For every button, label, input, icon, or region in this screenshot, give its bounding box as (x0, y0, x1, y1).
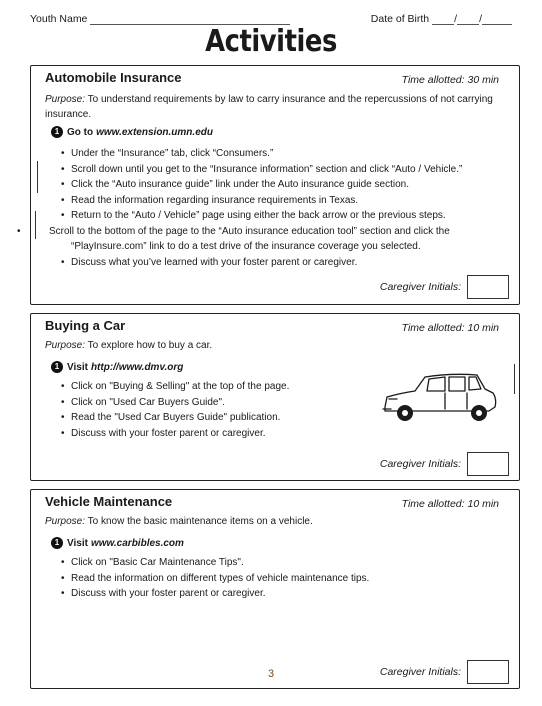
initials-label: Caregiver Initials: (379, 458, 461, 470)
page-title: Activities (205, 24, 337, 59)
step-number-icon: 1 (51, 126, 63, 138)
list-item: • Click on "Used Car Buyers Guide". (61, 395, 361, 411)
purpose (45, 514, 505, 529)
margin-bracket (514, 364, 515, 394)
list-item: • Read the information regarding insurance requirements in Texas. (61, 193, 511, 209)
initials-box[interactable] (467, 275, 509, 299)
purpose-text: To understand requirements by law to carry insurance and the repercussions of not carrying insurance. (45, 94, 493, 120)
list-item: • Under the “Insurance” tab, click “Consumers.” (61, 146, 511, 162)
initials-label: Caregiver Initials: (379, 666, 461, 678)
time-allotted: Time allotted: 10 min (401, 498, 499, 510)
dob-separator: / (479, 13, 482, 25)
caregiver-initials (380, 275, 509, 299)
step-number-icon: 1 (51, 361, 63, 373)
page-number: 3 (267, 668, 275, 680)
url-link[interactable]: www.carbibles.com (90, 537, 184, 549)
list-item: • Click on "Basic Car Maintenance Tips". (61, 555, 481, 571)
list-item: • Discuss with your foster parent or caregiver. (61, 426, 361, 442)
initials-label: Caregiver Initials: (379, 281, 461, 293)
section-title: Buying a Car (45, 318, 126, 333)
section-title: Automobile Insurance (45, 70, 182, 85)
goto-instruction (51, 537, 184, 549)
car-illustration-icon (381, 369, 501, 431)
purpose-text: To know the basic maintenance items on a vehicle. (87, 516, 313, 527)
section-buying-a-car (30, 313, 520, 481)
goto-label: Visit (67, 361, 88, 373)
steps-list (61, 379, 361, 441)
section-title: Vehicle Maintenance (45, 494, 173, 509)
time-allotted: Time allotted: 10 min (401, 322, 499, 334)
list-item: • Return to the “Auto / Vehicle” page using either the back arrow or the previous steps. (61, 208, 511, 224)
list-item: • Discuss with your foster parent or caregiver. (61, 586, 481, 602)
margin-bracket (37, 161, 38, 193)
goto-instruction (51, 126, 213, 138)
purpose-label: Purpose: (45, 94, 86, 105)
list-item: • Scroll to the bottom of the page to the “Auto insurance education tool” section and click the “PlayInsure.com” link to do a test drive of the insurance coverage you selected. (39, 224, 511, 255)
url-link[interactable]: www.extension.umn.edu (96, 126, 213, 138)
time-allotted: Time allotted: 30 min (401, 74, 499, 86)
list-item: • Read the "Used Car Buyers Guide" publication. (61, 410, 361, 426)
steps-list (49, 146, 511, 270)
list-item: • Click the “Auto insurance guide” link under the Auto insurance guide section. (61, 177, 511, 193)
step-number-icon: 1 (51, 537, 63, 549)
goto-label: Go to (67, 126, 94, 138)
dob-label: Date of Birth (370, 13, 430, 25)
caregiver-initials (380, 452, 509, 476)
youth-name-label: Youth Name (30, 13, 88, 25)
section-automobile-insurance (30, 65, 520, 305)
purpose (45, 338, 505, 353)
list-item: • Scroll down until you get to the “Insurance information” section and click “Auto / Vehicle.” (61, 162, 511, 178)
list-item: • Click on "Buying & Selling" at the top of the page. (61, 379, 361, 395)
purpose-label: Purpose: (45, 340, 86, 351)
initials-box[interactable] (467, 452, 509, 476)
goto-label: Visit (67, 537, 88, 549)
list-item: • Discuss what you’ve learned with your foster parent or caregiver. (61, 255, 511, 271)
purpose-text: To explore how to buy a car. (87, 340, 213, 351)
url-link[interactable]: http://www.dmv.org (90, 361, 184, 373)
purpose (45, 92, 505, 122)
list-item: • Read the information on different types of vehicle maintenance tips. (61, 571, 481, 587)
margin-bracket (35, 211, 36, 239)
goto-instruction (51, 361, 183, 373)
section-vehicle-maintenance (30, 489, 520, 689)
dob-separator: / (454, 13, 458, 25)
purpose-label: Purpose: (45, 516, 86, 527)
steps-list (61, 555, 481, 602)
